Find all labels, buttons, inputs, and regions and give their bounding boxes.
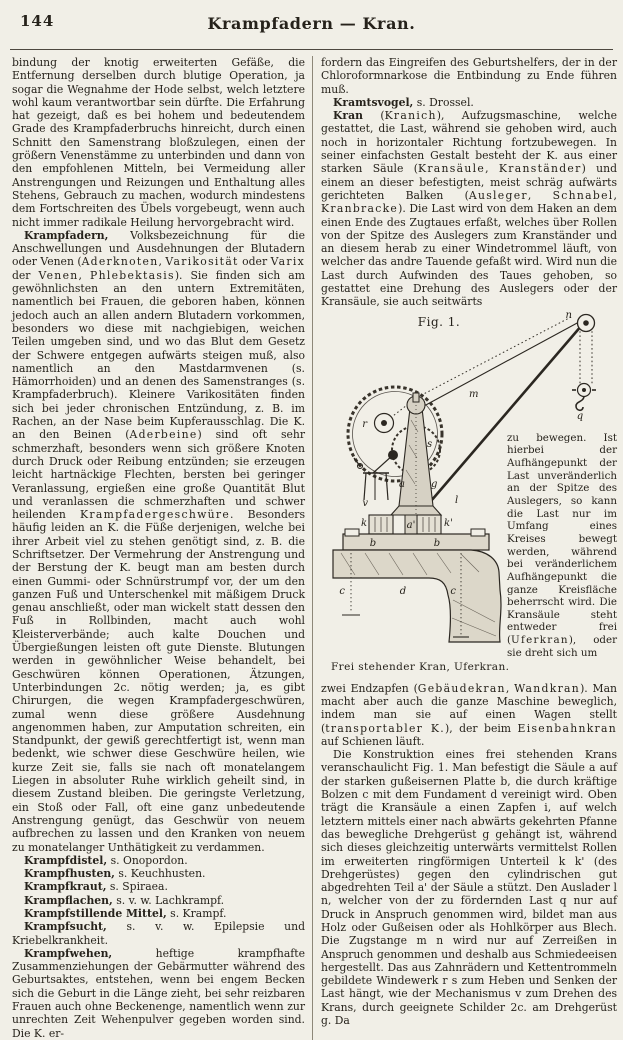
entry-headword: Krampfwehen, [24, 946, 113, 960]
body-text: . Besonders häufig leiden an K. die Füße derjenigen, welche bei ihrer Arbeit viel zu stehen genötigt sind, z. B. die Schriftsetzer. Der Vermehrung der Anstrengung und der Berstung der K. beugt man am besten durch einen Gummi- oder Schnürstrumpf vor, der um den ganzen Fuß und Unterschenkel mit mäßigem Druck genau anschließt, oder man wickelt statt dessen den Fuß in Rollbinden, macht auch wohl Kleisterverbände; auch kalte Douchen und Übergießungen leisten oft gute Dienste. Blutungen werden in gewöhnlicher Weise behandelt, bei Geschwüren können Operationen, Ätzungen, Unterbindungen 2c. nötig werden; ja, es gibt Chirurgen, die wegen Krampfadergeschwüren, zumal wenn diese größere Ausdehnung angenommen haben, zur Amputation schreiten, ein Standpunkt, der gewiß gerechtfertigt ist, wenn man bedenkt, wie schwer diese Geschwüre heilen, wie kurze Zeit sie, falls sie nach oft monatelangem Liegen in absoluter Ruhe wirklich geheilt sind, in diesem Zustand bleiben. Die geringste Verletzung, ein Stoß oder Fall, oft eine ganz unbedeutende Anstrengung genügt, das Geschwür von neuem aufbrechen zu lassen und den Kranken von neuem zu monatelanger Unthätigkeit zu verdammen. [12, 508, 305, 854]
body-text: heftige krampfhafte Zusammenziehungen der Gebärmutter während des Geburtsaktes, entstehen, wenn bei engem Becken sich die Geburt in die Länge zieht, bei sehr reizbaren Frauen auch ohne Beckenenge, namentlich wenn zur unrechten Zeit Wehenpulver gegeben worden sind. Die K. er- [12, 946, 305, 1040]
body-text: fordern das Eingreifen des Geburtshelfers, der in der Chloroformnarkose die Entbindung zu Ende führen muß. [321, 56, 617, 96]
spaced-term: Eisenbahnkran [517, 721, 617, 735]
foundation [333, 550, 501, 642]
spaced-term: Aderknoten [81, 255, 159, 269]
left-column [12, 56, 313, 1040]
jib-pulley-axle [583, 320, 589, 326]
figure-caption: Frei stehender Kran, Uferkran. [331, 660, 510, 673]
spaced-term: Gebäudekran [417, 681, 506, 695]
body-text: , [613, 188, 617, 202]
figure-label-c1: c [339, 585, 345, 597]
entry-headword: Krampfkraut, [24, 880, 107, 894]
crank-rod [373, 455, 393, 473]
body-text: , [158, 255, 166, 269]
paragraph [321, 748, 617, 1027]
body-text: s. v. w. Lachkrampf. [112, 893, 225, 907]
page-title: Krampfadern — Kran. [207, 14, 416, 33]
two-column-body [0, 50, 623, 1040]
body-text: Die Konstruktion eines frei stehenden Krans veranschaulicht Fig. 1. Man befestigt die Säule a auf der starken gußeisernen Platte b, die durch kräftige Bolzen c mit dem Fundament d vereinigt wird. Oben trägt die Kransäule a einen Zapfen i, auf welch letztern mittels einer nach abwärts gekehrten Pfanne das bewegliche Drehgerüst g gehängt ist, während sich dieses gleichzeitig unterwärts vermittelst Rollen im erweiterten ringförmigen Unterteil k k' (des Drehgerüstes) gegen den cylindrischen gut abgedrehten Teil a' der Säule a stützt. Den Auslader l n, welcher von der zu fördernden Last q nur auf Druck in Anspruch genommen wird, bildet man aus Holz oder Gußeisen oder als Hohlkörper aus Blech. Die Zugstange m n wird nur auf Zerreißen in Anspruch genommen und deshalb aus Schmiedeeisen hergestellt. Das aus Zahnrädern und Kettentrommeln gebildete Windewerk r s zum Heben und Senken der Last hängt, wie der Mechanismus v zum Drehen des Krans, durch geeignete Schilder 2c. am Drehgerüst g. Da [321, 748, 617, 1028]
figure-block [321, 310, 617, 682]
body-text: bindung der knotig erweiterten Gefäße, die Entfernung derselben durch blutige Operation, ja sogar die Wegnahme der Hode selbst, welch letztere wohl kaum verantwortbar sein dürfte. Die Erfahrung hat gezeigt, daß es bei hohem und bedeutendem Grade des Krampfaderbruchs hinreicht, durch einen Schnitt den Samenstrang bloßzulegen, einen der größern Venenstämme zu unterbinden und dann von den empfohlenen Mitteln, bei Vermeidung aller Anstrengungen und Reizungen und Enthaltung alles Stehens, Gebrauch zu machen, wodurch mindestens dem Fortschreiten des Übels vorgebeugt, wenn auch nicht immer radikale Heilung hervorgebracht wird. [12, 56, 305, 229]
figure-label-m: m [469, 388, 479, 400]
figure-number: Fig. 1. [417, 314, 461, 329]
spaced-term: Venen [38, 268, 79, 282]
body-text: s. Krampf. [166, 907, 227, 920]
body-text: ) und einem an dieser befestigten, meist schräg aufwärts gerichteten Balken ( [321, 162, 617, 202]
body-text: ). Die Last wird von dem Haken an dem einen Ende des Zugtaues erfaßt, welches über Rollen von der Spitze des Auslegers zum Kranständer und an diesem herab zu einer Windetrommel läuft, von welcher das andre Tauende gefaßt wird. Wird nun die Last durch Aufwinden des Taues gehoben, so gestattet eine Drehung des Auslegers oder der Kransäule, sie auch seitwärts [321, 202, 617, 309]
hook [576, 396, 584, 410]
figure-label-v: v [362, 497, 368, 509]
paragraph [12, 947, 305, 1040]
body-text: oder [238, 255, 271, 269]
body-text: ), Aufzugsmaschine, welche gestattet, die Last, während sie gehoben wird, auch noch in horizontaler Richtung fortzubewegen. In seiner einfachsten Gestalt besteht der K. aus einer starken Säule ( [321, 109, 617, 176]
right-column [313, 56, 617, 1040]
figure-label-d: d [399, 585, 407, 597]
bearing-block-left [345, 529, 359, 536]
figure-label-s: s [427, 438, 433, 450]
body-text: s. Onopordon. [107, 853, 188, 867]
body-text: s. Spiraea. [106, 880, 168, 894]
figure-label-b1: b [369, 537, 377, 549]
paragraph [507, 432, 617, 660]
right-column-top-text [321, 56, 617, 309]
figure-label-g: g [431, 478, 438, 490]
body-text: s. v. w. Epilepsie und Kriebelkrankheit. [12, 920, 305, 947]
figure-label-n: n [565, 309, 572, 321]
paragraph [321, 96, 617, 109]
paragraph [12, 56, 305, 229]
body-text: , [485, 162, 499, 176]
body-text: , [505, 681, 515, 695]
paragraph [12, 907, 305, 920]
spaced-term: Aderbeine [129, 428, 198, 442]
entry-headword: Krampfhusten, [24, 867, 115, 881]
body-text: ) sind oft sehr schmerzhaft, besonders wenn sich größere Knoten durch Druck oder Reibung entzünden; sie erzeugen leicht hartnäckige Flechten, bersten bei geringer Veranlassung, ergießen eine große Quantität Blut und veranlassen die schmerzhaften und schwer heilenden [12, 428, 306, 522]
entry-headword: Krampfdistel, [24, 853, 108, 867]
figure-label-k-prime: k' [444, 517, 453, 529]
crank-stand-leg [386, 473, 388, 500]
spaced-term: Schnabel [552, 188, 614, 202]
figure-label-k: k [360, 517, 367, 529]
figure-label-c2: c [450, 585, 456, 597]
hook-block-axle [582, 388, 586, 392]
entry-headword: Krampfadern, [24, 228, 109, 242]
tie-rod [424, 322, 579, 406]
paragraph [12, 880, 305, 893]
crank-stand-leg [364, 473, 366, 500]
body-text: auf Schienen läuft. [321, 734, 425, 748]
paragraph [12, 920, 305, 947]
figure-label-l: l [455, 494, 459, 506]
spaced-term: Kransäule [417, 162, 486, 176]
figure-label-r: r [362, 418, 367, 430]
body-text: ), der beim [445, 721, 518, 735]
spaced-term: Wandkran [514, 681, 581, 695]
body-text: ). Man macht aber auch die ganze Maschine beweglich, indem man sie auf einen Wagen stellt ( [321, 681, 617, 735]
spaced-term: Uferkran [511, 634, 569, 647]
page-number: 144 [20, 12, 55, 30]
spaced-term: transportabler K. [325, 721, 445, 735]
paragraph [321, 109, 617, 308]
spaced-term: Varix [270, 255, 306, 269]
paragraph [321, 56, 617, 96]
winding-drum-axle [381, 420, 387, 426]
body-text: zwei Endzapfen ( [321, 681, 418, 695]
page-header [0, 0, 623, 46]
paragraph [12, 867, 305, 880]
paragraph [12, 229, 305, 854]
spaced-term: Krampfadergeschwüre [80, 508, 231, 522]
spaced-term: Phlebektasis [90, 268, 175, 282]
body-text: der [12, 268, 39, 282]
spaced-term: Varikosität [165, 255, 239, 269]
figure-label-a-prime: a' [406, 519, 416, 531]
paragraph [12, 894, 305, 907]
entry-headword: Kramtsvogel, [333, 95, 414, 109]
body-text: , [78, 268, 90, 282]
spaced-term: Kranständer [498, 162, 582, 176]
body-text: s. Keuchhusten. [114, 867, 206, 881]
body-text: Volksbezeichnung für die Anschwellungen und Ausdehnungen der Blutadern oder Venen ( [12, 228, 305, 269]
figure-side-text [507, 432, 617, 660]
entry-headword: Krampfsucht, [24, 920, 107, 934]
spaced-term: Kranbracke [321, 202, 399, 216]
top-pivot [413, 393, 419, 402]
base-plate [343, 534, 489, 550]
spaced-term: Ausleger [468, 188, 528, 202]
body-text: ), oder sie dreht sich um [507, 634, 617, 659]
figure-label-q: q [576, 410, 584, 422]
figure-label-a: a [399, 478, 405, 490]
figure-label-b2: b [433, 537, 441, 549]
body-text: ( [362, 109, 385, 123]
spaced-term: Kranich [384, 109, 437, 123]
entry-headword: Krampfstillende Mittel, [24, 907, 167, 920]
body-text: ). Sie finden sich am gewöhnlichsten an den untern Extremitäten, namentlich bei Frauen, die geboren haben, können jedoch auch an allen andern Blutadern vorkommen, besonders wo diese mit nachgiebigen, weichen Teilen umgeben sind, und wo das Blut dem Gesetz der Schwere entgegen aufwärts steigen muß, also namentlich an den Mastdarmvenen (s. Hämorrhoiden) und an denen des Samenstranges (s. Krampfaderbruch). Kleinere Varikositäten finden sich bei jeder chronischen Entzündung, z. B. im Rachen, an der Nase beim Kupferausschlag. Die K. an den Beinen ( [12, 268, 305, 442]
bearing-block-right [471, 529, 485, 536]
paragraph [12, 854, 305, 867]
body-text: , [527, 188, 553, 202]
body-text: s. Drossel. [413, 95, 474, 109]
entry-headword: Kran [333, 109, 363, 123]
entry-headword: Krampflachen, [24, 893, 113, 907]
right-column-bottom-text [321, 682, 617, 1028]
body-text: zu bewegen. Ist hierbei der Aufhängepunkt der Last unveränderlich an der Spitze des Auslegers, so kann die Last nur im Umfang eines Kreises bewegt werden, während bei veränderlichem Aufhängepunkt die ganze Kreisfläche beherrscht wird. Die Kransäule steht entweder frei ( [507, 431, 617, 647]
paragraph [321, 682, 617, 748]
